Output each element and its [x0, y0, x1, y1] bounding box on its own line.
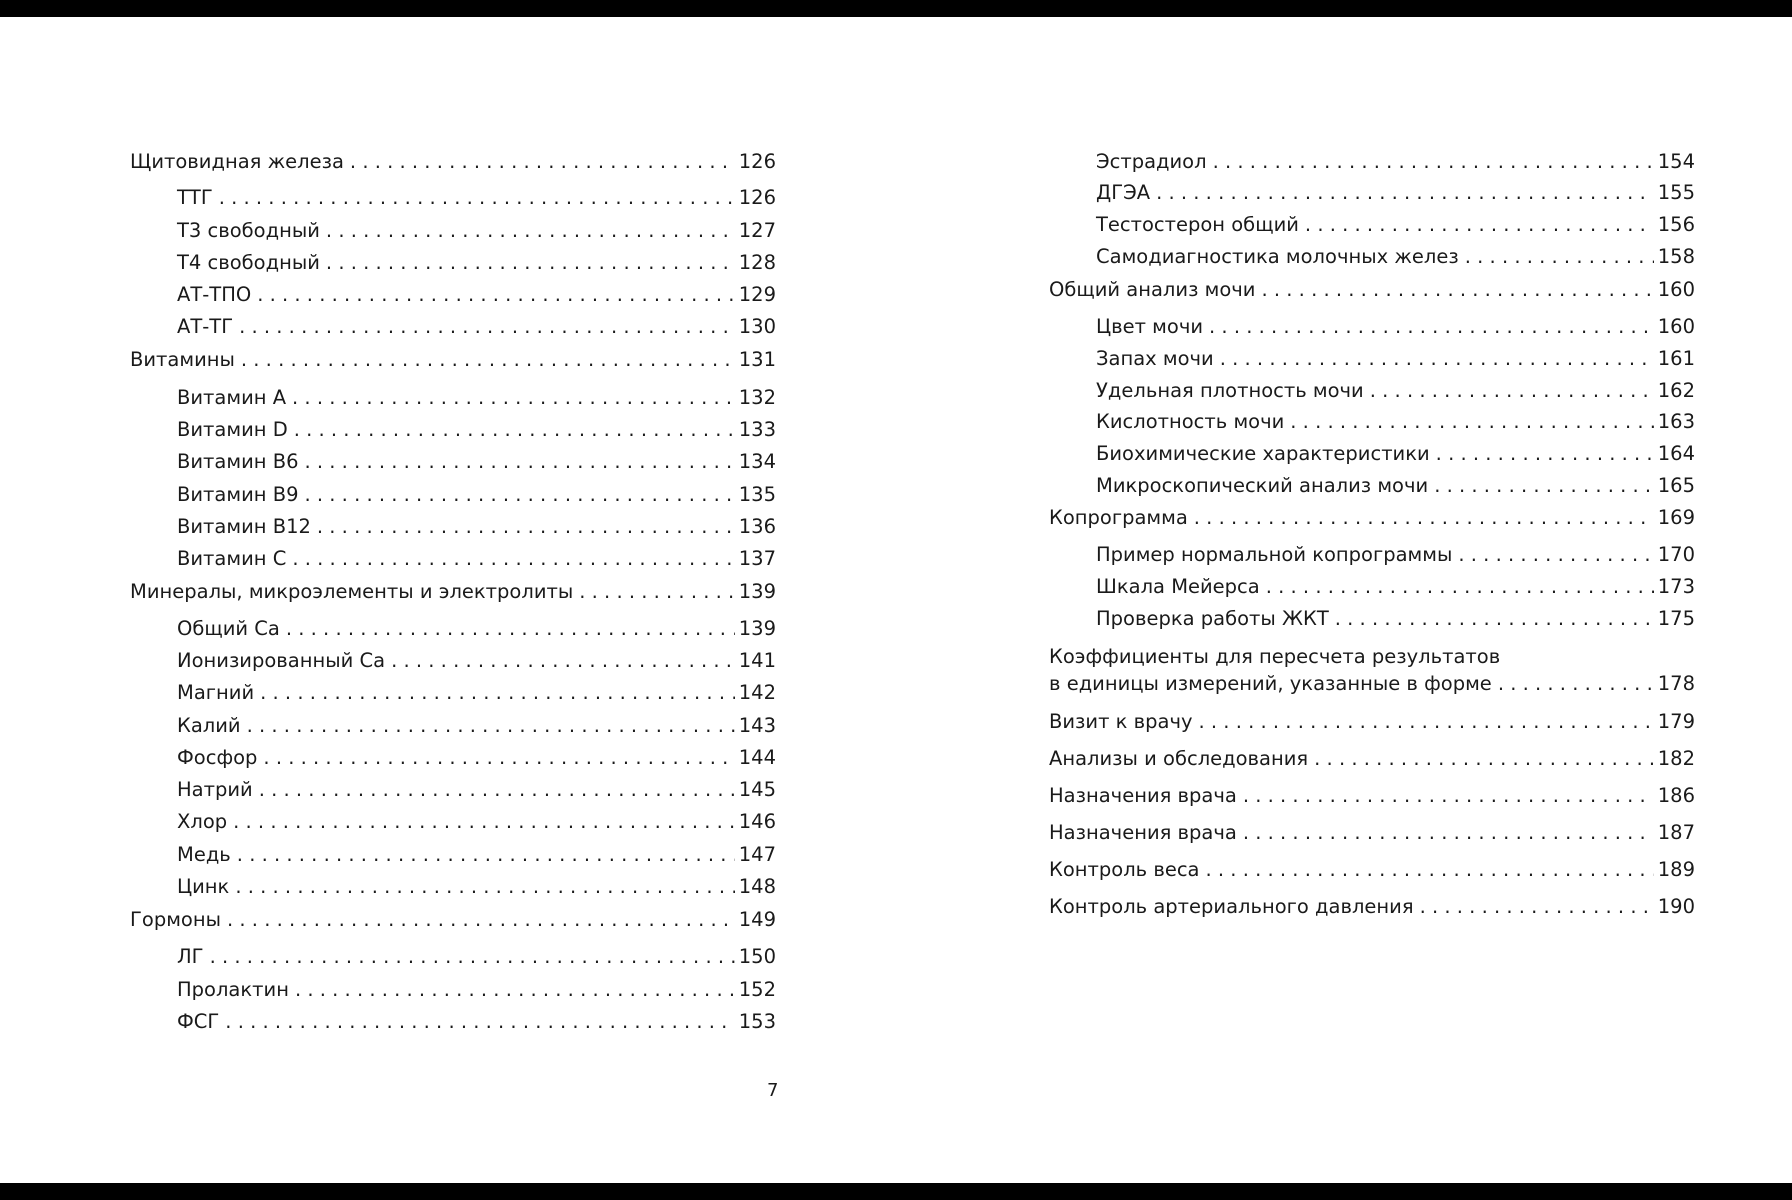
- toc-entry-title: Контроль веса: [1049, 858, 1200, 881]
- toc-entry-page: 129: [738, 283, 776, 306]
- toc-entry-title: Витамин В9: [177, 483, 299, 506]
- toc-entry-title: Т4 свободный: [177, 251, 320, 274]
- toc-entry-title: Витамин С: [177, 547, 287, 570]
- toc-entry-page: 137: [738, 547, 776, 570]
- toc-entry-title: Биохимические характеристики: [1096, 442, 1430, 465]
- leader-dots: [1199, 710, 1654, 734]
- toc-entry-title: Проверка работы ЖКТ: [1096, 607, 1329, 630]
- toc-entry-page: 187: [1657, 821, 1695, 844]
- toc-entry-title: Пролактин: [177, 978, 289, 1001]
- toc-entry-page: 173: [1657, 575, 1695, 598]
- toc-entry-page: 145: [738, 778, 776, 801]
- toc-entry-title: ТТГ: [177, 186, 213, 209]
- leader-dots: [237, 843, 735, 867]
- toc-entry[interactable]: [177, 386, 776, 410]
- toc-entry-title: Контроль артериального давления: [1049, 895, 1414, 918]
- leader-dots: [1290, 410, 1653, 434]
- leader-dots: [1243, 821, 1654, 845]
- toc-entry-title: Натрий: [177, 778, 253, 801]
- toc-entry-page: 175: [1657, 607, 1695, 630]
- leader-dots: [1434, 474, 1654, 498]
- leader-dots: [263, 746, 734, 770]
- toc-entry[interactable]: [177, 978, 776, 1002]
- leader-dots: [259, 778, 735, 802]
- toc-entry-title: Анализы и обследования: [1049, 747, 1309, 770]
- toc-entry-title: Визит к врачу: [1049, 710, 1193, 733]
- toc-entry-title: ФСГ: [177, 1010, 220, 1033]
- toc-entry[interactable]: [177, 547, 776, 571]
- toc-entry-title: Удельная плотность мочи: [1096, 379, 1364, 402]
- toc-entry-page: 143: [738, 714, 776, 737]
- leader-dots: [317, 515, 735, 539]
- toc-entry[interactable]: [130, 150, 776, 174]
- toc-entry[interactable]: [1096, 213, 1695, 237]
- toc-entry[interactable]: [1096, 607, 1695, 631]
- toc-entry-page: 160: [1657, 315, 1695, 338]
- leader-dots: [295, 978, 735, 1002]
- toc-entry[interactable]: [1096, 543, 1695, 567]
- toc-entry[interactable]: [1049, 710, 1695, 734]
- toc-entry-title: АТ-ТГ: [177, 315, 234, 338]
- toc-entry[interactable]: [1096, 410, 1695, 434]
- leader-dots: [1243, 784, 1654, 808]
- toc-entry-page: 158: [1657, 245, 1695, 268]
- toc-entry-page: 130: [738, 315, 776, 338]
- toc-entry[interactable]: [1096, 442, 1695, 466]
- leader-dots: [1436, 442, 1654, 466]
- leader-dots: [227, 908, 735, 932]
- toc-entry-page: 163: [1657, 410, 1695, 433]
- toc-entry-page: 134: [738, 450, 776, 473]
- toc-entry[interactable]: [1096, 575, 1695, 599]
- leader-dots: [1156, 181, 1654, 205]
- toc-entry-title: Гормоны: [130, 908, 221, 931]
- leader-dots: [1220, 347, 1654, 371]
- toc-entry-page: 139: [738, 617, 776, 640]
- leader-dots: [304, 450, 734, 474]
- toc-entry-title: Медь: [177, 843, 231, 866]
- leader-dots: [233, 810, 735, 834]
- toc-entry-title: Витамин D: [177, 418, 288, 441]
- toc-entry[interactable]: [130, 908, 776, 932]
- toc-entry-page: 131: [738, 348, 776, 371]
- toc-entry-page: 149: [738, 908, 776, 931]
- toc-entry-page: 170: [1657, 543, 1695, 566]
- toc-entry-page: 147: [738, 843, 776, 866]
- toc-entry-page: 135: [738, 483, 776, 506]
- toc-entry[interactable]: [177, 283, 776, 307]
- leader-dots: [1458, 543, 1653, 567]
- toc-entry[interactable]: [177, 515, 776, 539]
- page-number: 7: [767, 1080, 779, 1101]
- toc-entry-page: 150: [738, 945, 776, 968]
- toc-entry-title: Назначения врача: [1049, 821, 1237, 844]
- toc-entry-page: 189: [1657, 858, 1695, 881]
- toc-entry-page: 139: [738, 580, 776, 603]
- leader-dots: [579, 580, 735, 604]
- toc-entry-title: Щитовидная железа: [130, 150, 344, 173]
- toc-entry-title: АТ-ТПО: [177, 283, 252, 306]
- toc-entry-title: Магний: [177, 681, 255, 704]
- leader-dots: [1266, 575, 1654, 599]
- toc-entry[interactable]: [177, 945, 776, 969]
- toc-entry-page: 161: [1657, 347, 1695, 370]
- toc-entry-page: 144: [738, 746, 776, 769]
- toc-entry-title: Фосфор: [177, 746, 258, 769]
- leader-dots: [391, 649, 735, 673]
- toc-entry-title: Цинк: [177, 875, 230, 898]
- toc-entry[interactable]: [130, 580, 776, 604]
- toc-entry-title: Витамины: [130, 348, 235, 371]
- toc-entry-title: Самодиагностика молочных желез: [1096, 245, 1459, 268]
- toc-entry-title: Назначения врача: [1049, 784, 1237, 807]
- toc-entry[interactable]: [177, 746, 776, 770]
- leader-dots: [241, 348, 735, 372]
- toc-entry[interactable]: [177, 649, 776, 673]
- toc-entry[interactable]: [1096, 150, 1695, 174]
- toc-entry[interactable]: [1096, 181, 1695, 205]
- toc-entry[interactable]: [1096, 245, 1695, 269]
- toc-entry[interactable]: [177, 714, 776, 738]
- toc-entry-page: 155: [1657, 181, 1695, 204]
- toc-entry-page: 146: [738, 810, 776, 833]
- toc-entry[interactable]: [177, 778, 776, 802]
- toc-entry[interactable]: [1049, 506, 1695, 530]
- toc-entry[interactable]: [1049, 895, 1695, 919]
- toc-entry-title: Витамин В12: [177, 515, 311, 538]
- toc-entry-title: Цвет мочи: [1096, 315, 1204, 338]
- toc-entry-title: Шкала Мейерса: [1096, 575, 1260, 598]
- leader-dots: [1420, 895, 1654, 919]
- leader-dots: [286, 617, 735, 641]
- toc-entry[interactable]: [1049, 784, 1695, 808]
- leader-dots: [1261, 278, 1653, 302]
- leader-dots: [1305, 213, 1654, 237]
- toc-entry[interactable]: [1096, 347, 1695, 371]
- toc-entry[interactable]: [177, 681, 776, 705]
- toc-entry-page: 179: [1657, 710, 1695, 733]
- toc-entry-title: Пример нормальной копрограммы: [1096, 543, 1453, 566]
- leader-dots: [247, 714, 735, 738]
- leader-dots: [1194, 506, 1654, 530]
- toc-entry[interactable]: [177, 450, 776, 474]
- toc-entry-title-line1[interactable]: Коэффициенты для пересчета результатов: [1049, 645, 1501, 668]
- toc-entry[interactable]: [177, 251, 776, 275]
- leader-dots: [225, 1010, 734, 1034]
- leader-dots: [260, 681, 735, 705]
- toc-entry-page: 133: [738, 418, 776, 441]
- toc-entry[interactable]: [1096, 474, 1695, 498]
- toc-entry[interactable]: [177, 810, 776, 834]
- leader-dots: [1498, 672, 1654, 696]
- toc-entry-title: Т3 свободный: [177, 219, 320, 242]
- leader-dots: [1314, 747, 1654, 771]
- toc-entry-title: Микроскопический анализ мочи: [1096, 474, 1429, 497]
- toc-entry-title: Ионизированный Са: [177, 649, 386, 672]
- toc-entry-title: Общий Са: [177, 617, 280, 640]
- toc-entry-page: 186: [1657, 784, 1695, 807]
- toc-entry-page: 148: [738, 875, 776, 898]
- toc-entry-title: Кислотность мочи: [1096, 410, 1285, 433]
- toc-entry-title: Общий анализ мочи: [1049, 278, 1256, 301]
- toc-entry-page: 128: [738, 251, 776, 274]
- top-border: [0, 0, 1792, 17]
- toc-entry[interactable]: [177, 315, 776, 339]
- leader-dots: [326, 219, 735, 243]
- toc-entry-page: 132: [738, 386, 776, 409]
- toc-entry-page: 182: [1657, 747, 1695, 770]
- toc-entry-page: 126: [738, 150, 776, 173]
- toc-entry-title: в единицы измерений, указанные в форме: [1049, 672, 1492, 695]
- toc-entry[interactable]: [1049, 858, 1695, 882]
- toc-entry-page: 153: [738, 1010, 776, 1033]
- toc-entry-page: 178: [1657, 672, 1695, 695]
- toc-entry-title: Витамин А: [177, 386, 287, 409]
- toc-entry-title: Витамин В6: [177, 450, 299, 473]
- leader-dots: [326, 251, 735, 275]
- leader-dots: [239, 315, 735, 339]
- toc-entry[interactable]: [177, 617, 776, 641]
- toc-entry-title: Запах мочи: [1096, 347, 1214, 370]
- toc-entry-page: 160: [1657, 278, 1695, 301]
- leader-dots: [292, 547, 734, 571]
- leader-dots: [235, 875, 734, 899]
- toc-entry[interactable]: [177, 186, 776, 210]
- toc-entry-page: 126: [738, 186, 776, 209]
- toc-entry[interactable]: [177, 219, 776, 243]
- toc-entry[interactable]: [1096, 315, 1695, 339]
- toc-entry-page: 141: [738, 649, 776, 672]
- toc-entry[interactable]: [1049, 747, 1695, 771]
- toc-entry[interactable]: [177, 483, 776, 507]
- toc-entry-page: 165: [1657, 474, 1695, 497]
- toc-entry-page: 162: [1657, 379, 1695, 402]
- toc-entry-title: Эстрадиол: [1096, 150, 1207, 173]
- toc-entry-page: 127: [738, 219, 776, 242]
- leader-dots: [1465, 245, 1654, 269]
- leader-dots: [1213, 150, 1654, 174]
- toc-entry-title: Тестостерон общий: [1096, 213, 1299, 236]
- toc-entry-title: ДГЭА: [1096, 181, 1151, 204]
- toc-entry[interactable]: [1049, 278, 1695, 302]
- toc-entry-title: ЛГ: [177, 945, 204, 968]
- leader-dots: [304, 483, 734, 507]
- toc-entry-title: Хлор: [177, 810, 228, 833]
- toc-entry-page: 164: [1657, 442, 1695, 465]
- toc-entry[interactable]: [177, 418, 776, 442]
- bottom-border: [0, 1183, 1792, 1200]
- leader-dots: [257, 283, 735, 307]
- leader-dots: [1370, 379, 1654, 403]
- toc-entry-title: Минералы, микроэлементы и электролиты: [130, 580, 574, 603]
- leader-dots: [294, 418, 735, 442]
- leader-dots: [219, 186, 735, 210]
- toc-entry[interactable]: [1096, 379, 1695, 403]
- toc-entry-page: 136: [738, 515, 776, 538]
- toc-entry-page: 142: [738, 681, 776, 704]
- toc-entry-page: 169: [1657, 506, 1695, 529]
- leader-dots: [292, 386, 735, 410]
- leader-dots: [1206, 858, 1654, 882]
- toc-entry[interactable]: [177, 843, 776, 867]
- toc-entry[interactable]: [177, 1010, 776, 1034]
- toc-entry-page: 156: [1657, 213, 1695, 236]
- leader-dots: [350, 150, 735, 174]
- toc-entry[interactable]: [177, 875, 776, 899]
- toc-entry-page: 190: [1657, 895, 1695, 918]
- toc-entry[interactable]: [1049, 672, 1695, 696]
- toc-entry-page: 154: [1657, 150, 1695, 173]
- toc-entry-page: 152: [738, 978, 776, 1001]
- toc-entry[interactable]: [1049, 821, 1695, 845]
- toc-entry[interactable]: [130, 348, 776, 372]
- leader-dots: [210, 945, 735, 969]
- toc-entry-title: Копрограмма: [1049, 506, 1188, 529]
- leader-dots: [1209, 315, 1654, 339]
- leader-dots: [1335, 607, 1654, 631]
- toc-entry-title: Калий: [177, 714, 241, 737]
